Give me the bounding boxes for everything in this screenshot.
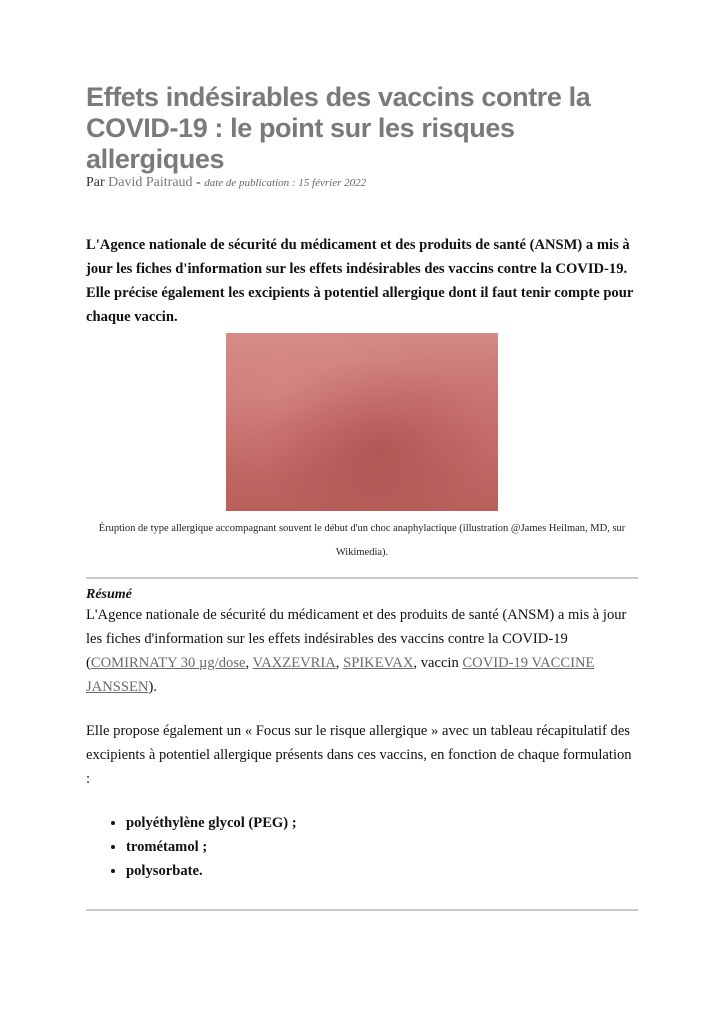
figure-caption: Éruption de type allergique accompagnant souvent le début d'un choc anaphylactique (illustration @James Heilman, MD, sur Wikimedia). xyxy=(98,523,626,558)
article-lead: L'Agence nationale de sécurité du médicament et des produits de santé (ANSM) a mis à jour les fiches d'information sur les effets indésirables des vaccins contre la COVID-19. Elle précise également les excipients à potentiel allergique dont il faut tenir compte pour chaque vaccin. xyxy=(86,237,634,325)
vaccine-word: , vaccin xyxy=(413,655,463,671)
link-spikevax[interactable]: SPIKEVAX xyxy=(343,655,414,671)
link-vaxzevria[interactable]: VAXZEVRIA xyxy=(252,655,336,671)
list-item: • polyéthylène glycol (PEG) ; xyxy=(126,811,638,835)
by-prefix: Par xyxy=(86,175,105,190)
comma-separator: , xyxy=(245,655,253,671)
rash-photo xyxy=(226,333,498,511)
summary-text: L'Agence nationale de sécurité du médicament et des produits de santé (ANSM) a mis à jour les fiches d'information sur les effets indésirables des vaccins contre la COVID-19 ( xyxy=(86,607,627,671)
byline-separator: - xyxy=(192,175,205,190)
divider xyxy=(86,909,638,911)
byline xyxy=(86,175,638,191)
publication-date: date de publication : 15 février 2022 xyxy=(204,177,367,189)
figure xyxy=(86,333,638,565)
link-janssen[interactable]: COVID-19 VACCINE JANSSEN xyxy=(86,655,595,695)
article-title: Effets indésirables des vaccins contre la COVID-19 : le point sur les risques allergiques xyxy=(86,82,591,174)
divider xyxy=(86,577,638,579)
list-item: • polysorbate. xyxy=(126,859,638,883)
excipient-list xyxy=(86,811,638,883)
focus-paragraph: Elle propose également un « Focus sur le risque allergique » avec un tableau récapitulatif des excipients à potentiel allergique présents dans ces vaccins, en fonction de chaque formulation : xyxy=(86,723,632,787)
summary-paragraph xyxy=(86,603,638,699)
comma-separator: , xyxy=(335,655,344,671)
list-item: • trométamol ; xyxy=(126,835,638,859)
summary-text-end: ). xyxy=(148,679,157,695)
article xyxy=(86,82,638,911)
author-name[interactable]: David Paitraud xyxy=(108,175,193,190)
link-comirnaty[interactable]: COMIRNATY 30 µg/dose xyxy=(90,655,246,671)
summary-heading: Résumé xyxy=(86,587,132,602)
